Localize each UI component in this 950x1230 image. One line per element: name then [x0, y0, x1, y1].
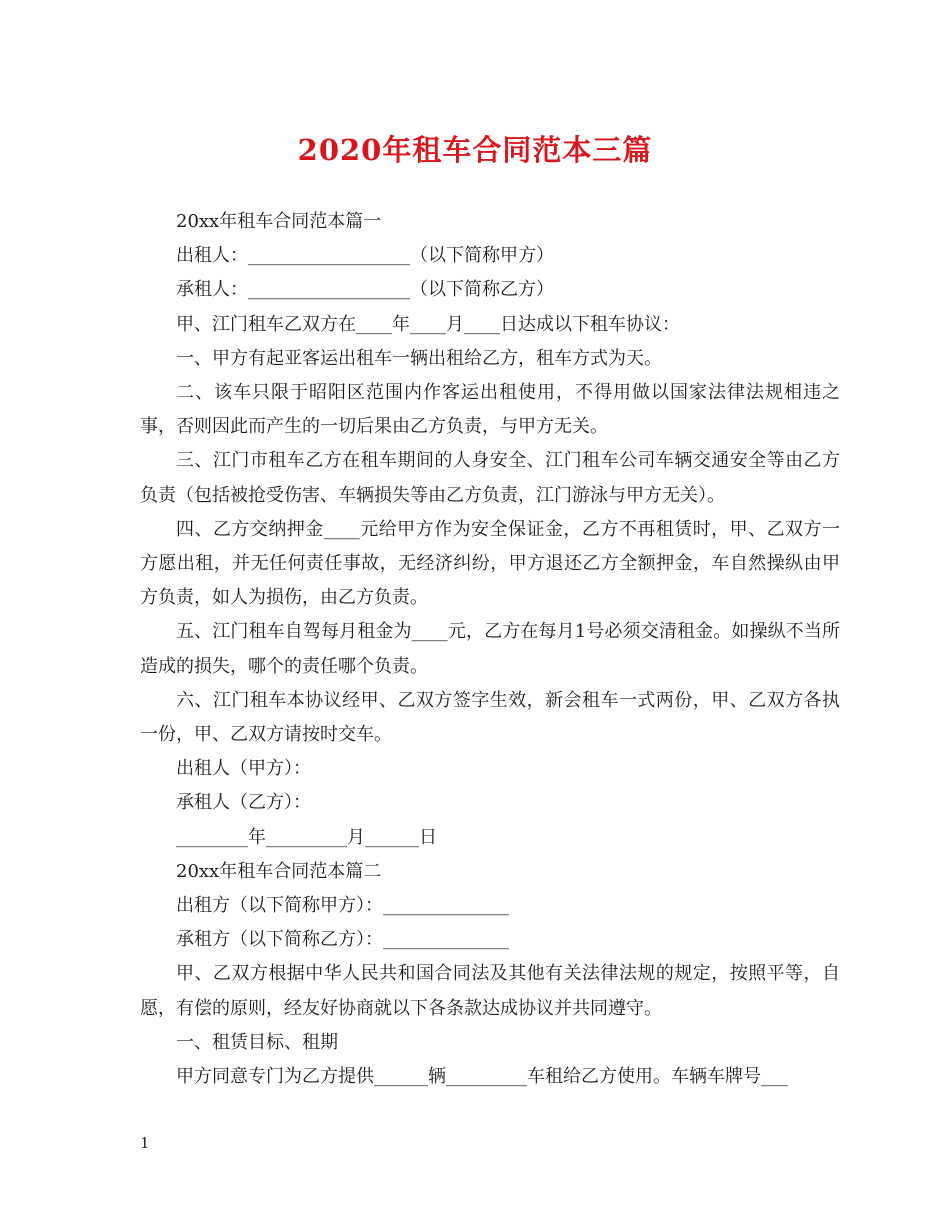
signature-date-line: ________年_________月______日 — [176, 826, 437, 848]
agreement-date-line: 甲、江门租车乙双方在____年____月____日达成以下租车协议： — [176, 313, 680, 335]
clause-3: 三、江门市租车乙方在租车期间的人身安全、江门租车公司车辆交通安全等由乙方负责（包括被抢受伤害、车辆损失等由乙方负责，江门游泳与甲方无关）。 — [140, 450, 840, 506]
clause-2: 二、该车只限于昭阳区范围内作客运出租使用，不得用做以国家法律法规相违之事，否则因此而产生的一切后果由乙方负责，与甲方无关。 — [140, 382, 840, 438]
section-heading-1: 20xx年租车合同范本篇一 — [176, 211, 382, 232]
lessee-line: 承租人：__________________（以下简称乙方） — [176, 279, 554, 301]
rental-vehicle-line: 甲方同意专门为乙方提供______辆_________车租给乙方使用。车辆车牌号___ — [176, 1066, 788, 1088]
lessor-signature-line: 出租人（甲方）： — [176, 758, 311, 780]
subsection-heading-rental-target: 一、租赁目标、租期 — [176, 1031, 338, 1053]
preamble-paragraph: 甲、乙双方根据中华人民共和国合同法及其他有关法律法规的规定，按照平等，自愿，有偿的原则，经友好协商就以下各条款达成协议并共同遵守。 — [140, 963, 840, 1019]
lessor-party-line: 出租方（以下简称甲方）：______________ — [176, 895, 509, 917]
clause-4: 四、乙方交纳押金____元给甲方作为安全保证金，乙方不再租赁时，甲、乙双方一方愿出租，并无任何责任事故，无经济纠纷，甲方退还乙方全额押金，车自然操纵由甲方负责，如人为损伤，由乙方负责。 — [140, 518, 840, 609]
clause-5: 五、江门租车自驾每月租金为____元，乙方在每月1号必须交清租金。如操纵不当所造成的损失，哪个的责任哪个负责。 — [140, 621, 840, 677]
lessee-party-line: 承租方（以下简称乙方）：______________ — [176, 929, 509, 951]
clause-6: 六、江门租车本协议经甲、乙双方签字生效，新会租车一式两份，甲、乙双方各执一份，甲、乙双方请按时交车。 — [140, 689, 840, 746]
section-heading-2: 20xx年租车合同范本篇二 — [176, 860, 382, 882]
lessor-line: 出租人：__________________（以下简称甲方） — [176, 245, 554, 267]
document-body — [140, 205, 840, 1094]
document-title: 2020年租车合同范本三篇 — [297, 133, 653, 167]
lessee-signature-line: 承租人（乙方）： — [176, 792, 311, 814]
clause-1: 一、甲方有起亚客运出租车一辆出租给乙方，租车方式为天。 — [176, 347, 662, 369]
page-number: 1 — [140, 1134, 150, 1152]
